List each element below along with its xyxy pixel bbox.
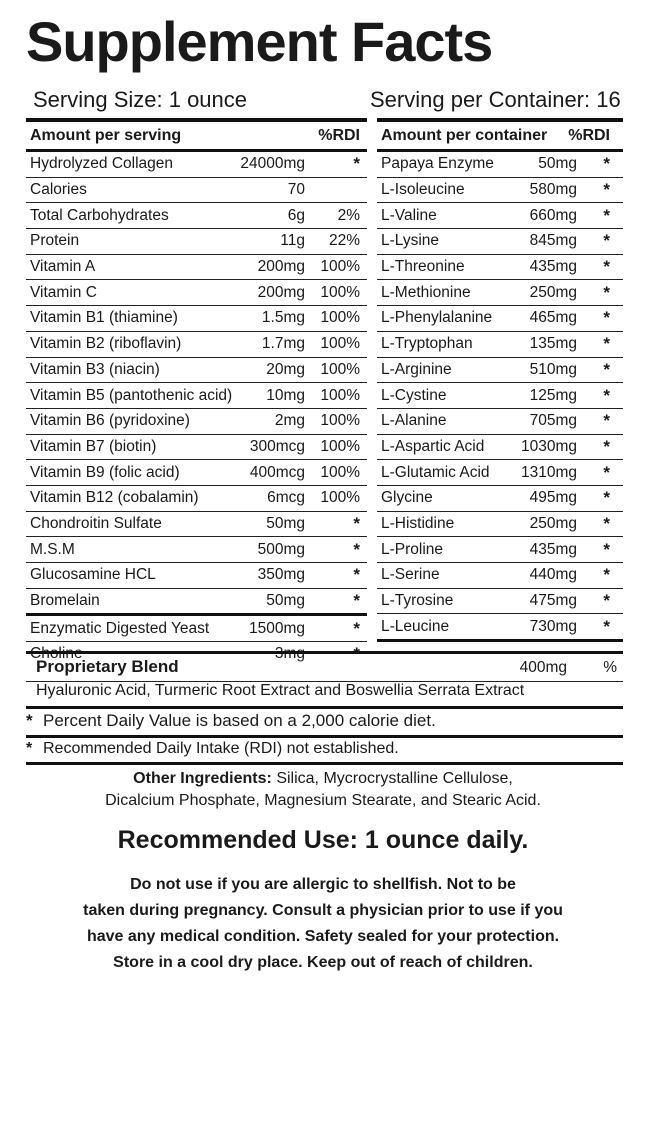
cell-rdi: * <box>603 513 610 533</box>
cell-rdi: 100% <box>320 489 360 507</box>
cell-amount: 1500mg <box>248 619 305 637</box>
cell-rdi: * <box>603 334 610 354</box>
table-row <box>26 460 367 486</box>
cell-rdi: 100% <box>320 258 360 276</box>
cell-name: L-Tyrosine <box>381 592 454 610</box>
cell-name: Chondroitin Sulfate <box>30 514 162 532</box>
cell-rdi: * <box>603 539 610 559</box>
cell-amount: 495mg <box>529 489 577 507</box>
cell-name: L-Lysine <box>381 232 440 250</box>
table-row <box>26 563 367 589</box>
warning-line: taken during pregnancy. Consult a physician prior to use if you <box>83 902 563 919</box>
cell-amount: 70 <box>287 181 305 199</box>
cell-rdi: * <box>603 616 610 636</box>
table-row <box>26 383 367 409</box>
cell-name: Vitamin C <box>30 283 97 301</box>
cell-amount: 10mg <box>266 386 305 404</box>
cell-amount: 200mg <box>257 283 305 301</box>
header-rdi: %RDI <box>318 126 360 144</box>
cell-name: L-Arginine <box>381 360 452 378</box>
other-ingredients-line2: Dicalcium Phosphate, Magnesium Stearate, and Stearic Acid. <box>105 792 541 809</box>
cell-name: Glucosamine HCL <box>30 566 156 584</box>
table-row <box>377 229 623 255</box>
header-label: Amount per serving <box>30 126 182 144</box>
cell-name: Enzymatic Digested Yeast <box>30 619 210 637</box>
blend-amount: 400mg <box>519 659 567 676</box>
cell-amount: 440mg <box>529 566 577 584</box>
cell-name: Vitamin A <box>30 258 96 276</box>
cell-name: L-Aspartic Acid <box>381 437 485 455</box>
cell-rdi: * <box>353 644 360 664</box>
table-row <box>26 616 367 642</box>
cell-name: L-Histidine <box>381 514 455 532</box>
cell-amount: 1.5mg <box>261 309 305 327</box>
table-row <box>26 306 367 332</box>
cell-amount: 660mg <box>529 206 577 224</box>
footnote-text: Percent Daily Value is based on a 2,000 calorie diet. <box>43 711 436 730</box>
cell-amount: 475mg <box>529 592 577 610</box>
cell-name: Vitamin B1 (thiamine) <box>30 309 178 327</box>
cell-name: Calories <box>30 181 87 199</box>
proprietary-blend-row <box>26 651 623 682</box>
cell-rdi: * <box>353 565 360 585</box>
cell-rdi: * <box>603 436 610 456</box>
table-row <box>26 358 367 384</box>
cell-name: L-Cystine <box>381 386 447 404</box>
cell-rdi: * <box>603 180 610 200</box>
table-row <box>26 589 367 617</box>
cell-name: Protein <box>30 232 80 250</box>
amount-per-container-table <box>377 118 623 642</box>
cell-amount: 465mg <box>529 309 577 327</box>
table-row <box>377 589 623 615</box>
cell-rdi: 100% <box>320 437 360 455</box>
table-row <box>26 435 367 461</box>
cell-rdi: * <box>603 411 610 431</box>
cell-amount: 1.7mg <box>261 335 305 353</box>
cell-rdi: 100% <box>320 335 360 353</box>
cell-amount: 50mg <box>266 592 305 610</box>
cell-name: Vitamin B5 (pantothenic acid) <box>30 386 233 404</box>
cell-amount: 135mg <box>529 335 577 353</box>
cell-name: Vitamin B7 (biotin) <box>30 437 157 455</box>
proprietary-blend-ingredients <box>26 680 623 709</box>
cell-rdi: * <box>603 154 610 174</box>
table-header <box>377 122 623 152</box>
cell-rdi: 100% <box>320 412 360 430</box>
cell-name: L-Tryptophan <box>381 335 473 353</box>
cell-rdi: * <box>603 308 610 328</box>
cell-amount: 200mg <box>257 258 305 276</box>
table-row <box>377 280 623 306</box>
footnote-symbol: * <box>26 740 33 757</box>
cell-rdi: 100% <box>320 386 360 404</box>
table-row <box>26 409 367 435</box>
table-row <box>377 614 623 642</box>
warning-line: Store in a cool dry place. Keep out of reach of children. <box>113 954 533 971</box>
cell-amount: 11g <box>280 232 305 250</box>
cell-amount: 730mg <box>529 617 577 635</box>
other-ingredients-line1: Silica, Mycrocrystalline Cellulose, <box>276 770 513 787</box>
blend-name: Proprietary Blend <box>36 657 179 676</box>
cell-amount: 125mg <box>529 386 577 404</box>
cell-name: Vitamin B9 (folic acid) <box>30 463 180 481</box>
table-row <box>26 280 367 306</box>
cell-name: Vitamin B2 (riboflavin) <box>30 335 182 353</box>
cell-rdi: * <box>603 462 610 482</box>
table-row <box>26 537 367 563</box>
cell-name: Vitamin B3 (niacin) <box>30 360 160 378</box>
cell-rdi: * <box>603 205 610 225</box>
cell-name: Vitamin B12 (cobalamin) <box>30 489 199 507</box>
cell-rdi: * <box>603 488 610 508</box>
recommended-use: Recommended Use: 1 ounce daily. <box>117 826 529 854</box>
warning-line: have any medical condition. Safety sealed for your protection. <box>86 928 560 945</box>
cell-name: L-Alanine <box>381 412 447 430</box>
cell-rdi: * <box>603 257 610 277</box>
cell-name: L-Serine <box>381 566 440 584</box>
cell-amount: 1030mg <box>520 437 577 455</box>
cell-amount: 3mg <box>274 645 305 663</box>
amount-per-serving-table <box>26 118 367 667</box>
table-row <box>377 383 623 409</box>
cell-name: Hydrolyzed Collagen <box>30 155 174 173</box>
cell-name: L-Methionine <box>381 283 471 301</box>
cell-name: L-Valine <box>381 206 437 224</box>
table-row <box>377 178 623 204</box>
cell-name: L-Glutamic Acid <box>381 463 490 481</box>
cell-amount: 435mg <box>529 540 577 558</box>
page-title: Supplement Facts <box>26 10 493 73</box>
cell-name: L-Isoleucine <box>381 181 465 199</box>
cell-rdi: * <box>353 618 360 638</box>
blend-ingredients-text: Hyaluronic Acid, Turmeric Root Extract and Boswellia Serrata Extract <box>36 682 525 699</box>
cell-name: L-Phenylalanine <box>381 309 493 327</box>
cell-name: L-Leucine <box>381 617 450 635</box>
cell-amount: 510mg <box>529 360 577 378</box>
cell-rdi: * <box>353 513 360 533</box>
cell-name: Total Carbohydrates <box>30 206 169 224</box>
table-row <box>377 255 623 281</box>
cell-rdi: * <box>353 154 360 174</box>
table-row <box>26 255 367 281</box>
table-header <box>26 122 367 152</box>
cell-rdi: * <box>603 591 610 611</box>
cell-rdi: 100% <box>320 463 360 481</box>
cell-amount: 435mg <box>529 258 577 276</box>
cell-amount: 1310mg <box>520 463 577 481</box>
cell-rdi: 22% <box>328 232 360 250</box>
cell-rdi: 2% <box>337 206 360 224</box>
cell-amount: 350mg <box>257 566 305 584</box>
cell-amount: 400mcg <box>249 463 305 481</box>
blend-rdi: % <box>603 659 617 676</box>
table-row <box>377 486 623 512</box>
table-row <box>26 152 367 178</box>
table-row <box>377 358 623 384</box>
cell-amount: 6mcg <box>267 489 305 507</box>
cell-name: M.S.M <box>30 540 75 558</box>
footnote-daily-value <box>26 708 623 738</box>
table-row <box>26 512 367 538</box>
cell-amount: 2mg <box>274 412 305 430</box>
cell-rdi: 100% <box>320 283 360 301</box>
footnote-rdi <box>26 737 623 765</box>
cell-rdi: 100% <box>320 309 360 327</box>
table-row <box>377 203 623 229</box>
table-row <box>377 537 623 563</box>
other-ingredients-label: Other Ingredients: <box>133 770 272 787</box>
cell-name: Glycine <box>381 489 433 507</box>
cell-rdi: * <box>353 539 360 559</box>
table-row <box>26 203 367 229</box>
cell-amount: 580mg <box>529 181 577 199</box>
cell-name: Papaya Enzyme <box>381 155 494 173</box>
other-ingredients <box>0 768 646 812</box>
cell-amount: 250mg <box>529 283 577 301</box>
cell-name: L-Proline <box>381 540 444 558</box>
cell-rdi: * <box>603 565 610 585</box>
cell-rdi: * <box>603 359 610 379</box>
cell-name: Choline <box>30 645 83 663</box>
cell-amount: 50mg <box>266 514 305 532</box>
table-row <box>26 178 367 204</box>
cell-rdi: * <box>353 591 360 611</box>
cell-amount: 845mg <box>529 232 577 250</box>
cell-amount: 705mg <box>529 412 577 430</box>
cell-name: Bromelain <box>30 592 100 610</box>
header-label: Amount per container <box>381 126 548 144</box>
cell-rdi: 100% <box>320 360 360 378</box>
cell-rdi: * <box>603 385 610 405</box>
serving-per-container: Serving per Container: 16 <box>370 87 621 112</box>
footnote-text: Recommended Daily Intake (RDI) not established. <box>43 740 399 757</box>
table-row <box>377 306 623 332</box>
table-row <box>377 332 623 358</box>
cell-name: L-Threonine <box>381 258 465 276</box>
table-row <box>26 229 367 255</box>
table-row <box>377 152 623 178</box>
table-row <box>26 486 367 512</box>
cell-amount: 24000mg <box>240 155 305 173</box>
table-row <box>377 563 623 589</box>
cell-amount: 300mcg <box>249 437 305 455</box>
cell-amount: 500mg <box>257 540 305 558</box>
warning-line: Do not use if you are allergic to shellfish. Not to be <box>130 876 516 893</box>
cell-amount: 6g <box>287 206 305 224</box>
warning-text <box>0 872 646 976</box>
serving-size: Serving Size: 1 ounce <box>33 87 248 112</box>
table-row <box>377 435 623 461</box>
footnote-symbol: * <box>26 711 33 730</box>
table-row <box>26 332 367 358</box>
table-row <box>377 460 623 486</box>
cell-amount: 20mg <box>266 360 305 378</box>
table-row <box>377 512 623 538</box>
cell-rdi: * <box>603 282 610 302</box>
header-rdi: %RDI <box>568 126 610 144</box>
cell-amount: 250mg <box>529 514 577 532</box>
table-row <box>377 409 623 435</box>
cell-amount: 50mg <box>538 155 577 173</box>
cell-name: Vitamin B6 (pyridoxine) <box>30 412 190 430</box>
cell-rdi: * <box>603 231 610 251</box>
